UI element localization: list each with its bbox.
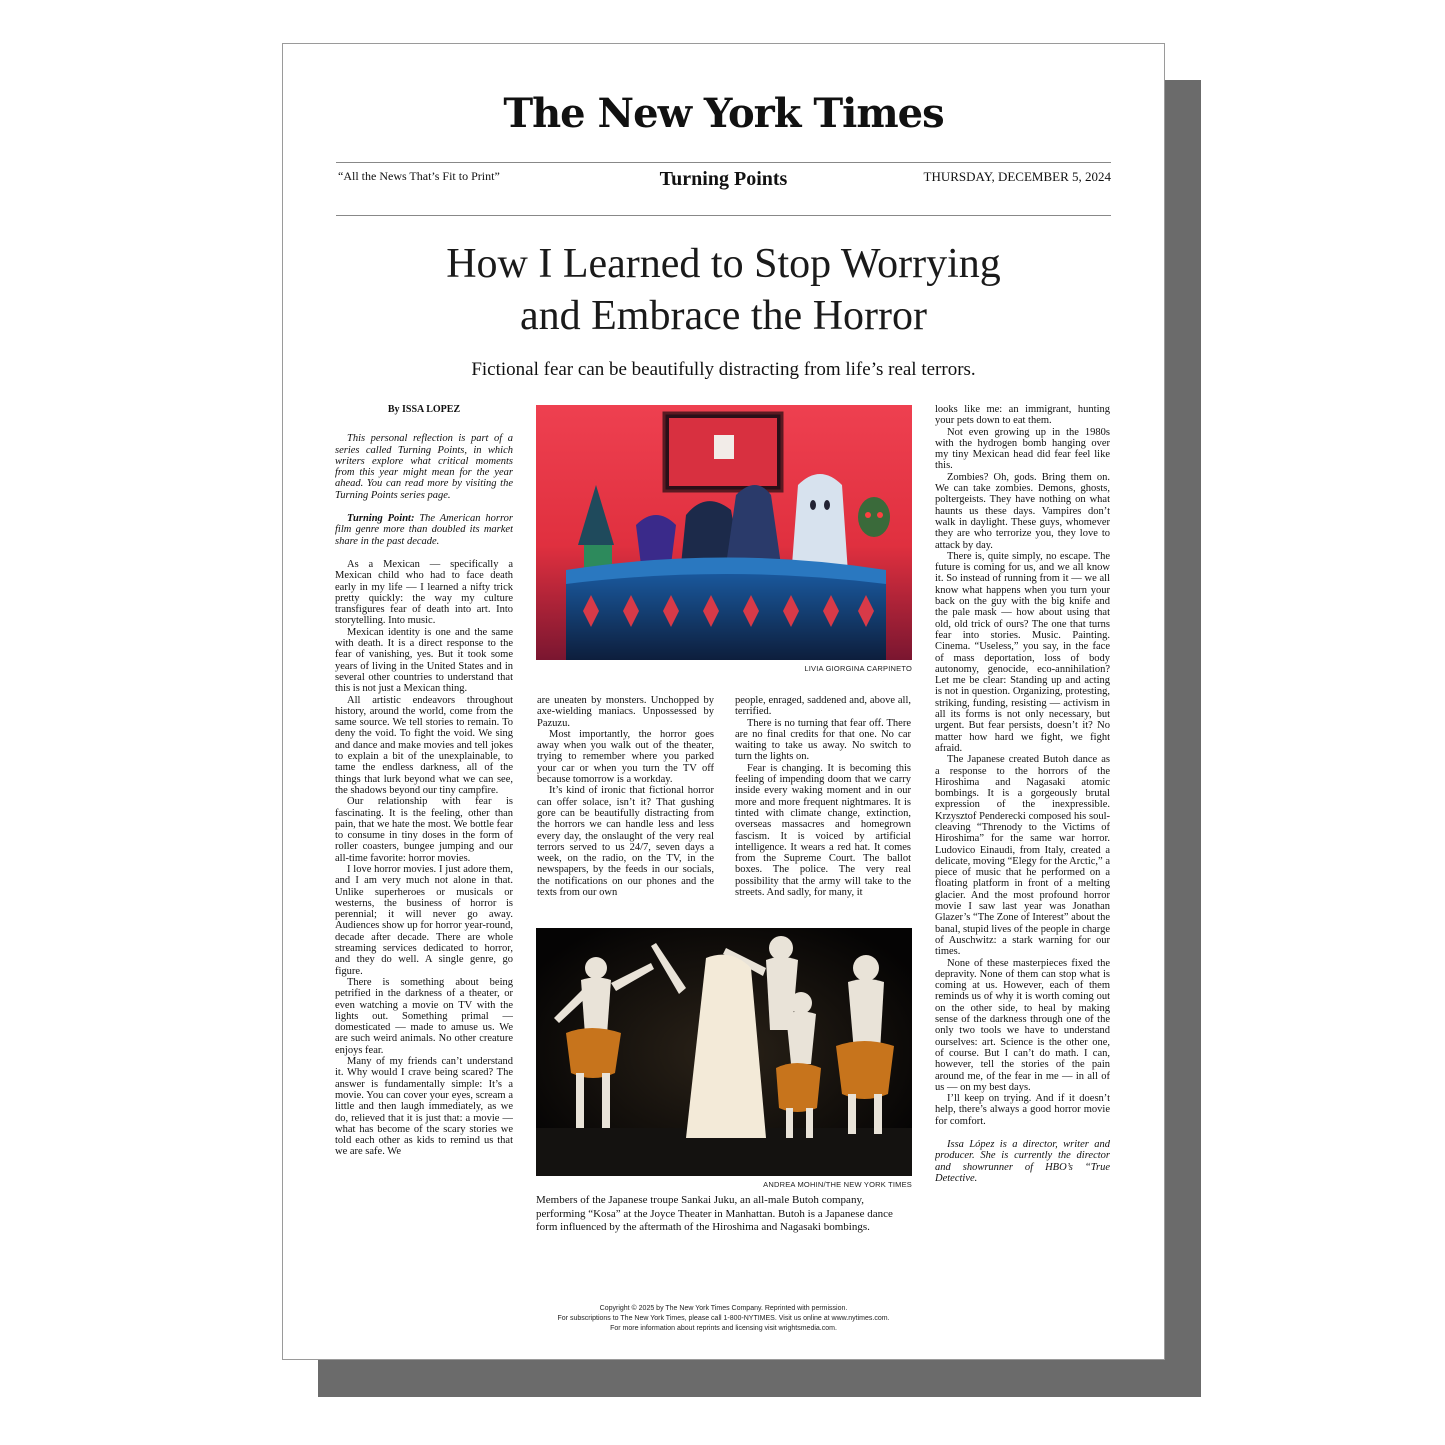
paragraph: There is something about being petrified in the darkness of a theater, or even watching a movie on TV with the lights out. Something primal — domesticated — made to amuse us. We are such weird animals. No other creature enjoys fear. (335, 976, 513, 1056)
paragraph: The Japanese created Butoh dance as a response to the horrors of the Hiroshima and Nagasaki atomic bombings. It is a gorgeously brutal expression of the inexpressible. Krzysztof Penderecki composed his soul-cleaving “Threnody to the Victims of Hiroshima” for the same war horror. Ludovico Einaudi, from Italy, created a delicate, moving “Elegy for the Arctic,” a piece of music that he performed on a floating platform in front of a melting glacier. And the most profound horror movie I saw last year was Jonathan Glazer’s “The Zone of Interest” about the banal, stupid lives of the people in charge of Auschwitz: a stark warning for our times. (935, 754, 1110, 958)
article-column-1 (335, 404, 513, 1234)
paragraph: Mexican identity is one and the same with death. It is a direct response to the fear of vanishing, yes. But it took some years of living in the United States and in several other countries to understand that this is not just a Mexican thing. (335, 626, 513, 695)
illustration-credit: LIVIA GIORGINA CARPINETO (804, 664, 912, 673)
paragraph: I love horror movies. I just adore them, and I am very much not alone in that. Unlike superheroes or musicals or westerns, the business of horror is perennial; it will never go away. Audiences show up for horror year-round, decade after decade. There are whole streaming services dedicated to horror, and they do well. A single genre, go figure. (335, 863, 513, 977)
series-intro: This personal reflection is part of a series called Turning Points, in which writers explore what critical moments from this year might mean for the year ahead. You can read more by visiting the Turning Points series page. (335, 433, 513, 501)
footer-line: Copyright © 2025 by The New York Times Company. Reprinted with permission. (599, 1305, 848, 1312)
article-column-2a (537, 695, 714, 917)
paragraph: Our relationship with fear is fascinating. It is the feeling, other than pain, that we hate the most. We bottle fear to consume in tiny doses in the form of roller coasters, bungee jumping and our all-time favorite: horror movies. (335, 796, 513, 864)
paragraph: As a Mexican — specifically a Mexican child who had to face death early in my life — I learned a nifty trick pretty quickly: the way my culture transfigures fear of death into art. Into storytelling. Into music. (335, 558, 513, 627)
paragraph: I’ll keep on trying. And if it doesn’t help, there’s always a good horror movie for comfort. (935, 1093, 1110, 1127)
author-note: Issa López is a director, writer and producer. She is currently the director and showrunner of HBO’s “True Detective. (935, 1139, 1110, 1184)
headline (283, 238, 1164, 342)
footer-line: For more information about reprints and licensing visit wrightsmedia.com. (610, 1325, 837, 1332)
paragraph: There is no turning that fear off. There are no final credits for that one. No car waiting to take us away. No switch to turn the lights on. (735, 717, 911, 763)
paragraph: Zombies? Oh, gods. Bring them on. We can take zombies. Demons, ghosts, poltergeists. They have nothing on what haunts us these days. Vampires don’t walk in daylight. These guys, whomever they are who terrorize you, they love to attack by day. (935, 471, 1110, 551)
paragraph: looks like me: an immigrant, hunting your pets down to eat them. (935, 404, 1110, 427)
masthead-rule-bottom (336, 215, 1111, 216)
photo-graphic (536, 928, 912, 1176)
headline-line-2: and Embrace the Horror (520, 293, 927, 339)
illustration-graphic (536, 405, 912, 660)
paragraph: Fear is changing. It is becoming this feeling of impending doom that we carry inside every waking moment and in our more and more frequent nightmares. It is tinted with climate change, extinction, overseas massacres and homegrown fascism. It is voiced by artificial intelligence. It wears a red hat. It comes from the Supreme Court. The ballot boxes. The police. The very real possibility that the army will take to the streets. And sadly, for many, it (735, 762, 911, 899)
slogan: “All the News That’s Fit to Print” (338, 169, 500, 183)
paragraph: Not even growing up in the 1980s with the hydrogen bomb hanging over my tiny Mexican head did fear feel like this. (935, 426, 1110, 472)
turning-point-text: The American horror film genre more than doubled its market share in the past decade. (335, 513, 513, 547)
newspaper-page (282, 43, 1165, 1360)
masthead-logo: The New York Times (503, 90, 944, 137)
paragraph: are uneaten by monsters. Unchopped by axe-wielding maniacs. Unpossessed by Pazuzu. (537, 695, 714, 729)
masthead-rule-top (336, 162, 1111, 163)
paragraph: people, enraged, saddened and, above all, terrified. (735, 695, 911, 718)
paragraph: Most importantly, the horror goes away when you walk out of the theater, trying to remember where you parked your car or when you turn the TV off because tomorrow is a workday. (537, 728, 714, 786)
photo-caption: Members of the Japanese troupe Sankai Juku, an all-male Butoh company, performing “Kosa” at the Joyce Theater in Manhattan. Butoh is a Japanese dance form influenced by the aftermath of the Hiroshima and Nagasaki bombings. (536, 1194, 893, 1233)
copyright-footer (283, 1304, 1164, 1334)
byline: By ISSA LÓPEZ (387, 404, 461, 415)
series-title: Turning Points (659, 168, 788, 190)
paragraph: None of these masterpieces fixed the depravity. None of them can stop what is coming at us. However, each of them reminds us of why it is worth coming out on the other side, to heal by making sense of the darkness through one of the only two tools we have to understand ourselves: art. Science is the other one, of course. But I can’t do math. I can, however, tell the stories of the pain around me, of the fear in me — in all of us — on my best days. (935, 957, 1110, 1093)
turning-point-label: Turning Point: (347, 513, 415, 525)
turning-point-note (335, 513, 513, 547)
paragraph: There is, quite simply, no escape. The future is coming for us, and we all know it. So instead of running from it — we all know what happens when you turn your back on the guy with the big knife and the pale mask — how about using that old, old trick of ours? The one that turns fear into stories. Music. Painting. Cinema. “Useless,” you say, in the face of mass deportation, loss of body autonomy, genocide, eco-annihilation? Let me be clear: Standing up and acting is not in question. Organizing, protesting, striking, funding, resisting — activism in all its forms is not only necessary, but urgent. But fear persists, doesn’t it? No matter how hard we fight, we fight afraid. (935, 550, 1110, 754)
dek: Fictional fear can be beautifully distracting from life’s real terrors. (471, 359, 976, 380)
photo-credit: ANDREA MOHIN/THE NEW YORK TIMES (763, 1180, 912, 1189)
paragraph: Many of my friends can’t understand it. Why would I crave being scared? The answer is fundamentally simple: It’s a movie. You can cover your eyes, scream a little and then laugh immediately, as we do, relieved that it is just that: a movie — what has become of the scary stories we told each other as kids to remind us that we are safe. We (335, 1056, 513, 1158)
paragraph: It’s kind of ironic that fictional horror can offer solace, isn’t it? That gushing gore can be beautifully distracting from the horrors we can handle less and less every day, the onslaught of the very real terrors served to us 24/7, seven days a week, on the radio, on the TV, in the newspapers, by the feeds in our socials, the notifications on our phones and the texts from our own (537, 785, 714, 899)
paragraph: All artistic endeavors throughout history, around the world, come from the same source. We tell stories to remain. To deny the void. To fight the void. We sing and dance and make movies and tell jokes to explain a bit of the unexplainable, to tame the endless darkness, all of the things that lurk beyond what we can see, the shadows beyond our tiny campfire. (335, 694, 513, 796)
dateline: THURSDAY, DECEMBER 5, 2024 (923, 169, 1111, 184)
butoh-dance-photo (536, 928, 912, 1176)
horror-illustration (536, 405, 912, 660)
article-column-2b (735, 695, 911, 917)
headline-line-1: How I Learned to Stop Worrying (446, 241, 1001, 287)
footer-line: For subscriptions to The New York Times, please call 1-800-NYTIMES. Visit us online at www.nytimes.com. (557, 1315, 890, 1322)
article-column-3 (935, 404, 1110, 1234)
